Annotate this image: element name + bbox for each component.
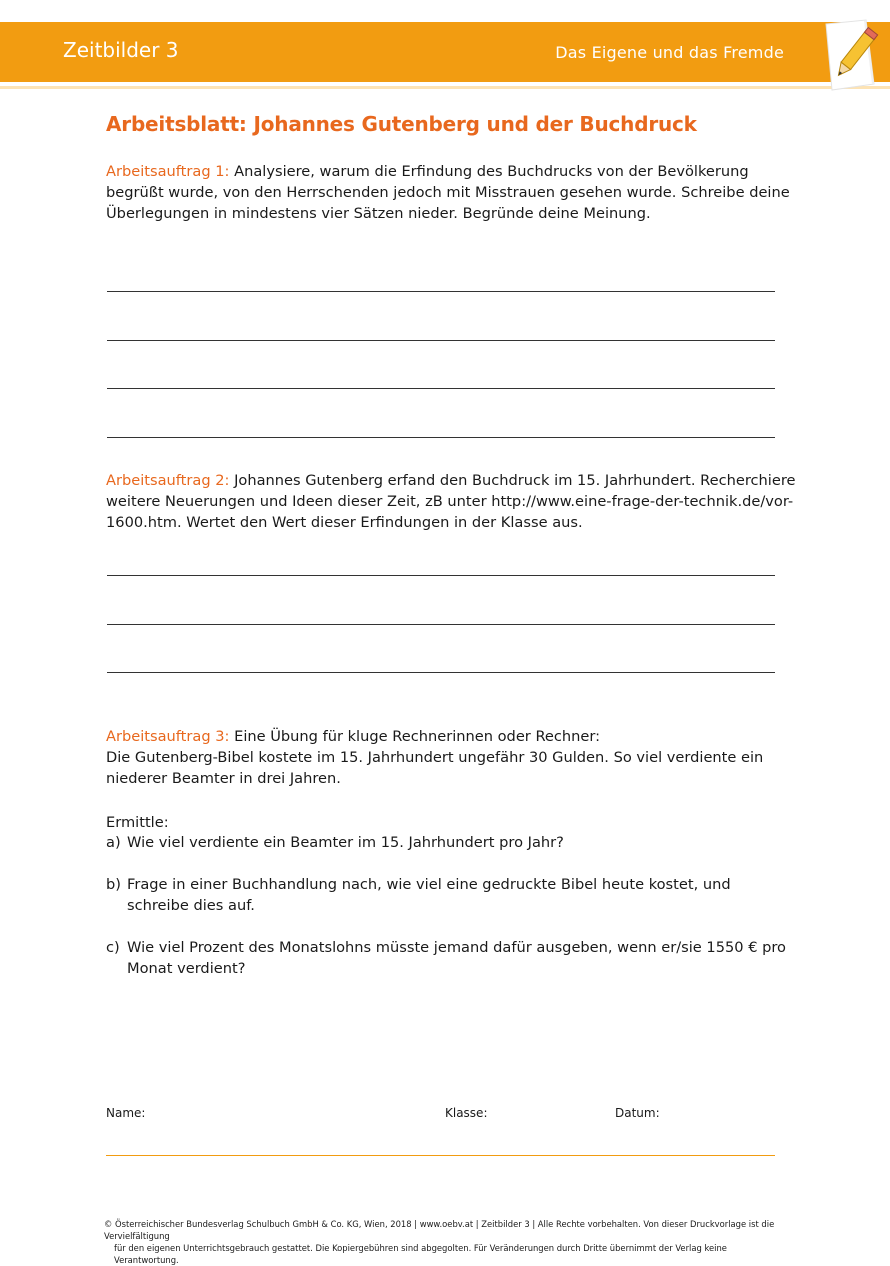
question-c — [106, 937, 796, 979]
answer-line[interactable] — [107, 291, 775, 292]
task-1 — [106, 161, 796, 224]
answer-line[interactable] — [107, 340, 775, 341]
date-label: Datum: — [615, 1106, 660, 1120]
header-divider — [0, 86, 890, 89]
question-marker: a) — [106, 834, 121, 851]
question-text: Wie viel Prozent des Monatslohns müsste jemand dafür ausgeben, wenn er/sie 1550 € pro Monat verdient? — [127, 939, 786, 977]
task-3-intro: Eine Übung für kluge Rechnerinnen oder Rechner: — [234, 728, 601, 745]
answer-line[interactable] — [107, 575, 775, 576]
question-b — [106, 874, 796, 916]
name-label: Name: — [106, 1106, 146, 1120]
copyright-line-1: © Österreichischer Bundesverlag Schulbuch GmbH & Co. KG, Wien, 2018 | www.oebv.at | Zeitbilder 3 | Alle Rechte vorbehalten. Von dieser Druckvorlage ist die Vervielfältigung — [104, 1219, 775, 1241]
answer-line[interactable] — [107, 672, 775, 673]
worksheet-title: Arbeitsblatt: Johannes Gutenberg und der Buchdruck — [106, 112, 697, 136]
task-2-text: Johannes Gutenberg erfand den Buchdruck im 15. Jahrhundert. Recherchiere weitere Neuerungen und Ideen dieser Zeit, zB unter http://www.eine-frage-der-technik.de/vor-1600.htm. Wertet den Wert dieser Erfindungen in der Klasse aus. — [106, 472, 796, 531]
task-3-prompt: Ermittle: — [106, 814, 169, 831]
task-2 — [106, 470, 796, 533]
series-title: Zeitbilder 3 — [63, 38, 179, 62]
copyright-line-2: für den eigenen Unterrichtsgebrauch gestattet. Die Kopiergebühren sind abgegolten. Für Veränderungen durch Dritte übernimmt der Verlag keine Verantwortung. — [114, 1243, 727, 1265]
paper-pencil-icon — [822, 18, 880, 94]
signature-line[interactable] — [106, 1155, 775, 1156]
answer-line[interactable] — [107, 437, 775, 438]
question-a — [106, 832, 796, 853]
question-text: Wie viel verdiente ein Beamter im 15. Jahrhundert pro Jahr? — [127, 834, 564, 851]
task-2-label: Arbeitsauftrag 2: — [106, 472, 230, 489]
task-3-text: Die Gutenberg-Bibel kostete im 15. Jahrhundert ungefähr 30 Gulden. So viel verdiente ein niederer Beamter in drei Jahren. — [106, 749, 764, 787]
question-marker: b) — [106, 876, 121, 893]
task-3 — [106, 726, 796, 789]
task-3-label: Arbeitsauftrag 3: — [106, 728, 230, 745]
chapter-title: Das Eigene und das Fremde — [555, 43, 784, 62]
answer-line[interactable] — [107, 388, 775, 389]
answer-line[interactable] — [107, 624, 775, 625]
task-1-text: Analysiere, warum die Erfindung des Buchdrucks von der Bevölkerung begrüßt wurde, von den Herrschenden jedoch mit Misstrauen gesehen wurde. Schreibe deine Überlegungen in mindestens vier Sätzen nieder. Begründe deine Meinung. — [106, 163, 790, 222]
class-label: Klasse: — [445, 1106, 488, 1120]
task-1-label: Arbeitsauftrag 1: — [106, 163, 230, 180]
question-marker: c) — [106, 939, 120, 956]
question-text: Frage in einer Buchhandlung nach, wie viel eine gedruckte Bibel heute kostet, und schreibe dies auf. — [127, 876, 731, 914]
